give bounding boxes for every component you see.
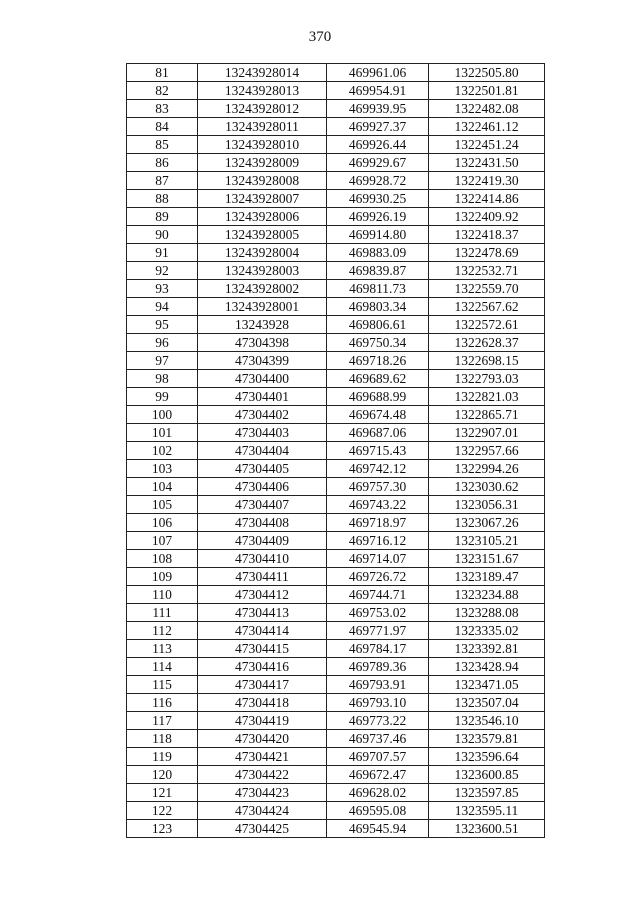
table-row	[127, 100, 545, 118]
row-number-cell: 100	[127, 406, 198, 424]
point-id-cell: 47304420	[198, 730, 327, 748]
row-number-cell: 96	[127, 334, 198, 352]
point-id-cell: 47304403	[198, 424, 327, 442]
point-id-cell: 47304415	[198, 640, 327, 658]
y-coordinate-cell: 1322418.37	[429, 226, 545, 244]
table-row	[127, 64, 545, 82]
table-row	[127, 568, 545, 586]
y-coordinate-cell: 1322567.62	[429, 298, 545, 316]
point-id-cell: 47304424	[198, 802, 327, 820]
y-coordinate-cell: 1322461.12	[429, 118, 545, 136]
y-coordinate-cell: 1323595.11	[429, 802, 545, 820]
x-coordinate-cell: 469811.73	[327, 280, 429, 298]
point-id-cell: 47304417	[198, 676, 327, 694]
point-id-cell: 13243928001	[198, 298, 327, 316]
table-row	[127, 226, 545, 244]
x-coordinate-cell: 469930.25	[327, 190, 429, 208]
table-row	[127, 298, 545, 316]
y-coordinate-cell: 1322698.15	[429, 352, 545, 370]
row-number-cell: 116	[127, 694, 198, 712]
y-coordinate-cell: 1323392.81	[429, 640, 545, 658]
row-number-cell: 92	[127, 262, 198, 280]
point-id-cell: 47304411	[198, 568, 327, 586]
y-coordinate-cell: 1322431.50	[429, 154, 545, 172]
x-coordinate-cell: 469803.34	[327, 298, 429, 316]
y-coordinate-cell: 1323151.67	[429, 550, 545, 568]
x-coordinate-cell: 469793.10	[327, 694, 429, 712]
row-number-cell: 117	[127, 712, 198, 730]
x-coordinate-cell: 469689.62	[327, 370, 429, 388]
y-coordinate-cell: 1322572.61	[429, 316, 545, 334]
row-number-cell: 82	[127, 82, 198, 100]
y-coordinate-cell: 1323056.31	[429, 496, 545, 514]
y-coordinate-cell: 1323597.85	[429, 784, 545, 802]
row-number-cell: 121	[127, 784, 198, 802]
table-row	[127, 136, 545, 154]
point-id-cell: 13243928005	[198, 226, 327, 244]
x-coordinate-cell: 469753.02	[327, 604, 429, 622]
point-id-cell: 47304423	[198, 784, 327, 802]
table-row	[127, 802, 545, 820]
y-coordinate-cell: 1323546.10	[429, 712, 545, 730]
x-coordinate-cell: 469929.67	[327, 154, 429, 172]
row-number-cell: 114	[127, 658, 198, 676]
row-number-cell: 104	[127, 478, 198, 496]
row-number-cell: 83	[127, 100, 198, 118]
y-coordinate-cell: 1323105.21	[429, 532, 545, 550]
x-coordinate-cell: 469773.22	[327, 712, 429, 730]
y-coordinate-cell: 1322793.03	[429, 370, 545, 388]
x-coordinate-cell: 469737.46	[327, 730, 429, 748]
point-id-cell: 13243928007	[198, 190, 327, 208]
row-number-cell: 112	[127, 622, 198, 640]
point-id-cell: 13243928013	[198, 82, 327, 100]
row-number-cell: 95	[127, 316, 198, 334]
table-row	[127, 280, 545, 298]
y-coordinate-cell: 1322451.24	[429, 136, 545, 154]
y-coordinate-cell: 1323507.04	[429, 694, 545, 712]
row-number-cell: 109	[127, 568, 198, 586]
table-row	[127, 820, 545, 838]
row-number-cell: 98	[127, 370, 198, 388]
table-row	[127, 550, 545, 568]
point-id-cell: 47304402	[198, 406, 327, 424]
point-id-cell: 47304425	[198, 820, 327, 838]
row-number-cell: 89	[127, 208, 198, 226]
x-coordinate-cell: 469714.07	[327, 550, 429, 568]
y-coordinate-cell: 1323428.94	[429, 658, 545, 676]
point-id-cell: 47304407	[198, 496, 327, 514]
row-number-cell: 99	[127, 388, 198, 406]
y-coordinate-cell: 1323288.08	[429, 604, 545, 622]
x-coordinate-cell: 469927.37	[327, 118, 429, 136]
x-coordinate-cell: 469961.06	[327, 64, 429, 82]
point-id-cell: 13243928014	[198, 64, 327, 82]
x-coordinate-cell: 469545.94	[327, 820, 429, 838]
table-row	[127, 154, 545, 172]
y-coordinate-cell: 1322532.71	[429, 262, 545, 280]
x-coordinate-cell: 469939.95	[327, 100, 429, 118]
row-number-cell: 123	[127, 820, 198, 838]
y-coordinate-cell: 1322821.03	[429, 388, 545, 406]
table-row	[127, 82, 545, 100]
point-id-cell: 47304421	[198, 748, 327, 766]
point-id-cell: 13243928009	[198, 154, 327, 172]
y-coordinate-cell: 1323030.62	[429, 478, 545, 496]
table-row	[127, 586, 545, 604]
row-number-cell: 103	[127, 460, 198, 478]
x-coordinate-cell: 469914.80	[327, 226, 429, 244]
x-coordinate-cell: 469750.34	[327, 334, 429, 352]
y-coordinate-cell: 1322628.37	[429, 334, 545, 352]
x-coordinate-cell: 469687.06	[327, 424, 429, 442]
row-number-cell: 122	[127, 802, 198, 820]
y-coordinate-cell: 1322907.01	[429, 424, 545, 442]
x-coordinate-cell: 469742.12	[327, 460, 429, 478]
y-coordinate-cell: 1323579.81	[429, 730, 545, 748]
row-number-cell: 111	[127, 604, 198, 622]
table-row	[127, 244, 545, 262]
x-coordinate-cell: 469784.17	[327, 640, 429, 658]
table-row	[127, 460, 545, 478]
page-number: 370	[308, 29, 332, 45]
table-row	[127, 622, 545, 640]
x-coordinate-cell: 469716.12	[327, 532, 429, 550]
point-id-cell: 13243928012	[198, 100, 327, 118]
table-row	[127, 478, 545, 496]
table-row	[127, 658, 545, 676]
y-coordinate-cell: 1322478.69	[429, 244, 545, 262]
table-row	[127, 172, 545, 190]
table-row	[127, 514, 545, 532]
row-number-cell: 93	[127, 280, 198, 298]
x-coordinate-cell: 469707.57	[327, 748, 429, 766]
row-number-cell: 107	[127, 532, 198, 550]
x-coordinate-cell: 469726.72	[327, 568, 429, 586]
point-id-cell: 47304413	[198, 604, 327, 622]
point-id-cell: 47304418	[198, 694, 327, 712]
x-coordinate-cell: 469628.02	[327, 784, 429, 802]
row-number-cell: 119	[127, 748, 198, 766]
row-number-cell: 113	[127, 640, 198, 658]
row-number-cell: 101	[127, 424, 198, 442]
x-coordinate-cell: 469883.09	[327, 244, 429, 262]
row-number-cell: 87	[127, 172, 198, 190]
point-id-cell: 13243928	[198, 316, 327, 334]
coordinates-table-body	[127, 64, 545, 838]
y-coordinate-cell: 1322957.66	[429, 442, 545, 460]
y-coordinate-cell: 1323335.02	[429, 622, 545, 640]
y-coordinate-cell: 1322482.08	[429, 100, 545, 118]
point-id-cell: 47304422	[198, 766, 327, 784]
y-coordinate-cell: 1323600.51	[429, 820, 545, 838]
y-coordinate-cell: 1322505.80	[429, 64, 545, 82]
x-coordinate-cell: 469674.48	[327, 406, 429, 424]
x-coordinate-cell: 469926.19	[327, 208, 429, 226]
table-row	[127, 406, 545, 424]
table-row	[127, 118, 545, 136]
y-coordinate-cell: 1322419.30	[429, 172, 545, 190]
table-row	[127, 316, 545, 334]
point-id-cell: 47304398	[198, 334, 327, 352]
y-coordinate-cell: 1323471.05	[429, 676, 545, 694]
table-row	[127, 640, 545, 658]
x-coordinate-cell: 469926.44	[327, 136, 429, 154]
row-number-cell: 102	[127, 442, 198, 460]
point-id-cell: 47304409	[198, 532, 327, 550]
y-coordinate-cell: 1323596.64	[429, 748, 545, 766]
row-number-cell: 81	[127, 64, 198, 82]
point-id-cell: 13243928011	[198, 118, 327, 136]
x-coordinate-cell: 469757.30	[327, 478, 429, 496]
table-row	[127, 748, 545, 766]
point-id-cell: 47304406	[198, 478, 327, 496]
point-id-cell: 13243928003	[198, 262, 327, 280]
y-coordinate-cell: 1322994.26	[429, 460, 545, 478]
coordinates-table	[126, 63, 545, 838]
row-number-cell: 108	[127, 550, 198, 568]
x-coordinate-cell: 469839.87	[327, 262, 429, 280]
table-row	[127, 262, 545, 280]
table-row	[127, 712, 545, 730]
table-row	[127, 784, 545, 802]
table-row	[127, 370, 545, 388]
point-id-cell: 47304419	[198, 712, 327, 730]
y-coordinate-cell: 1322501.81	[429, 82, 545, 100]
point-id-cell: 47304401	[198, 388, 327, 406]
table-row	[127, 604, 545, 622]
row-number-cell: 84	[127, 118, 198, 136]
y-coordinate-cell: 1323600.85	[429, 766, 545, 784]
row-number-cell: 105	[127, 496, 198, 514]
table-row	[127, 676, 545, 694]
y-coordinate-cell: 1323234.88	[429, 586, 545, 604]
y-coordinate-cell: 1322865.71	[429, 406, 545, 424]
point-id-cell: 13243928006	[198, 208, 327, 226]
table-row	[127, 388, 545, 406]
x-coordinate-cell: 469928.72	[327, 172, 429, 190]
point-id-cell: 47304412	[198, 586, 327, 604]
point-id-cell: 47304400	[198, 370, 327, 388]
point-id-cell: 13243928010	[198, 136, 327, 154]
row-number-cell: 115	[127, 676, 198, 694]
point-id-cell: 47304414	[198, 622, 327, 640]
table-row	[127, 208, 545, 226]
point-id-cell: 47304405	[198, 460, 327, 478]
x-coordinate-cell: 469744.71	[327, 586, 429, 604]
y-coordinate-cell: 1323067.26	[429, 514, 545, 532]
table-row	[127, 190, 545, 208]
point-id-cell: 47304416	[198, 658, 327, 676]
row-number-cell: 90	[127, 226, 198, 244]
table-row	[127, 694, 545, 712]
row-number-cell: 97	[127, 352, 198, 370]
row-number-cell: 85	[127, 136, 198, 154]
row-number-cell: 120	[127, 766, 198, 784]
row-number-cell: 86	[127, 154, 198, 172]
table-row	[127, 352, 545, 370]
table-row	[127, 766, 545, 784]
y-coordinate-cell: 1322414.86	[429, 190, 545, 208]
point-id-cell: 47304404	[198, 442, 327, 460]
point-id-cell: 13243928004	[198, 244, 327, 262]
x-coordinate-cell: 469743.22	[327, 496, 429, 514]
row-number-cell: 91	[127, 244, 198, 262]
x-coordinate-cell: 469595.08	[327, 802, 429, 820]
x-coordinate-cell: 469672.47	[327, 766, 429, 784]
table-row	[127, 496, 545, 514]
point-id-cell: 47304399	[198, 352, 327, 370]
point-id-cell: 47304408	[198, 514, 327, 532]
x-coordinate-cell: 469771.97	[327, 622, 429, 640]
point-id-cell: 47304410	[198, 550, 327, 568]
y-coordinate-cell: 1322559.70	[429, 280, 545, 298]
x-coordinate-cell: 469789.36	[327, 658, 429, 676]
row-number-cell: 118	[127, 730, 198, 748]
x-coordinate-cell: 469806.61	[327, 316, 429, 334]
table-row	[127, 730, 545, 748]
table-row	[127, 442, 545, 460]
point-id-cell: 13243928008	[198, 172, 327, 190]
x-coordinate-cell: 469718.97	[327, 514, 429, 532]
table-row	[127, 334, 545, 352]
row-number-cell: 88	[127, 190, 198, 208]
row-number-cell: 94	[127, 298, 198, 316]
table-row	[127, 532, 545, 550]
point-id-cell: 13243928002	[198, 280, 327, 298]
x-coordinate-cell: 469793.91	[327, 676, 429, 694]
row-number-cell: 110	[127, 586, 198, 604]
row-number-cell: 106	[127, 514, 198, 532]
y-coordinate-cell: 1322409.92	[429, 208, 545, 226]
x-coordinate-cell: 469954.91	[327, 82, 429, 100]
x-coordinate-cell: 469715.43	[327, 442, 429, 460]
table-row	[127, 424, 545, 442]
y-coordinate-cell: 1323189.47	[429, 568, 545, 586]
x-coordinate-cell: 469718.26	[327, 352, 429, 370]
x-coordinate-cell: 469688.99	[327, 388, 429, 406]
